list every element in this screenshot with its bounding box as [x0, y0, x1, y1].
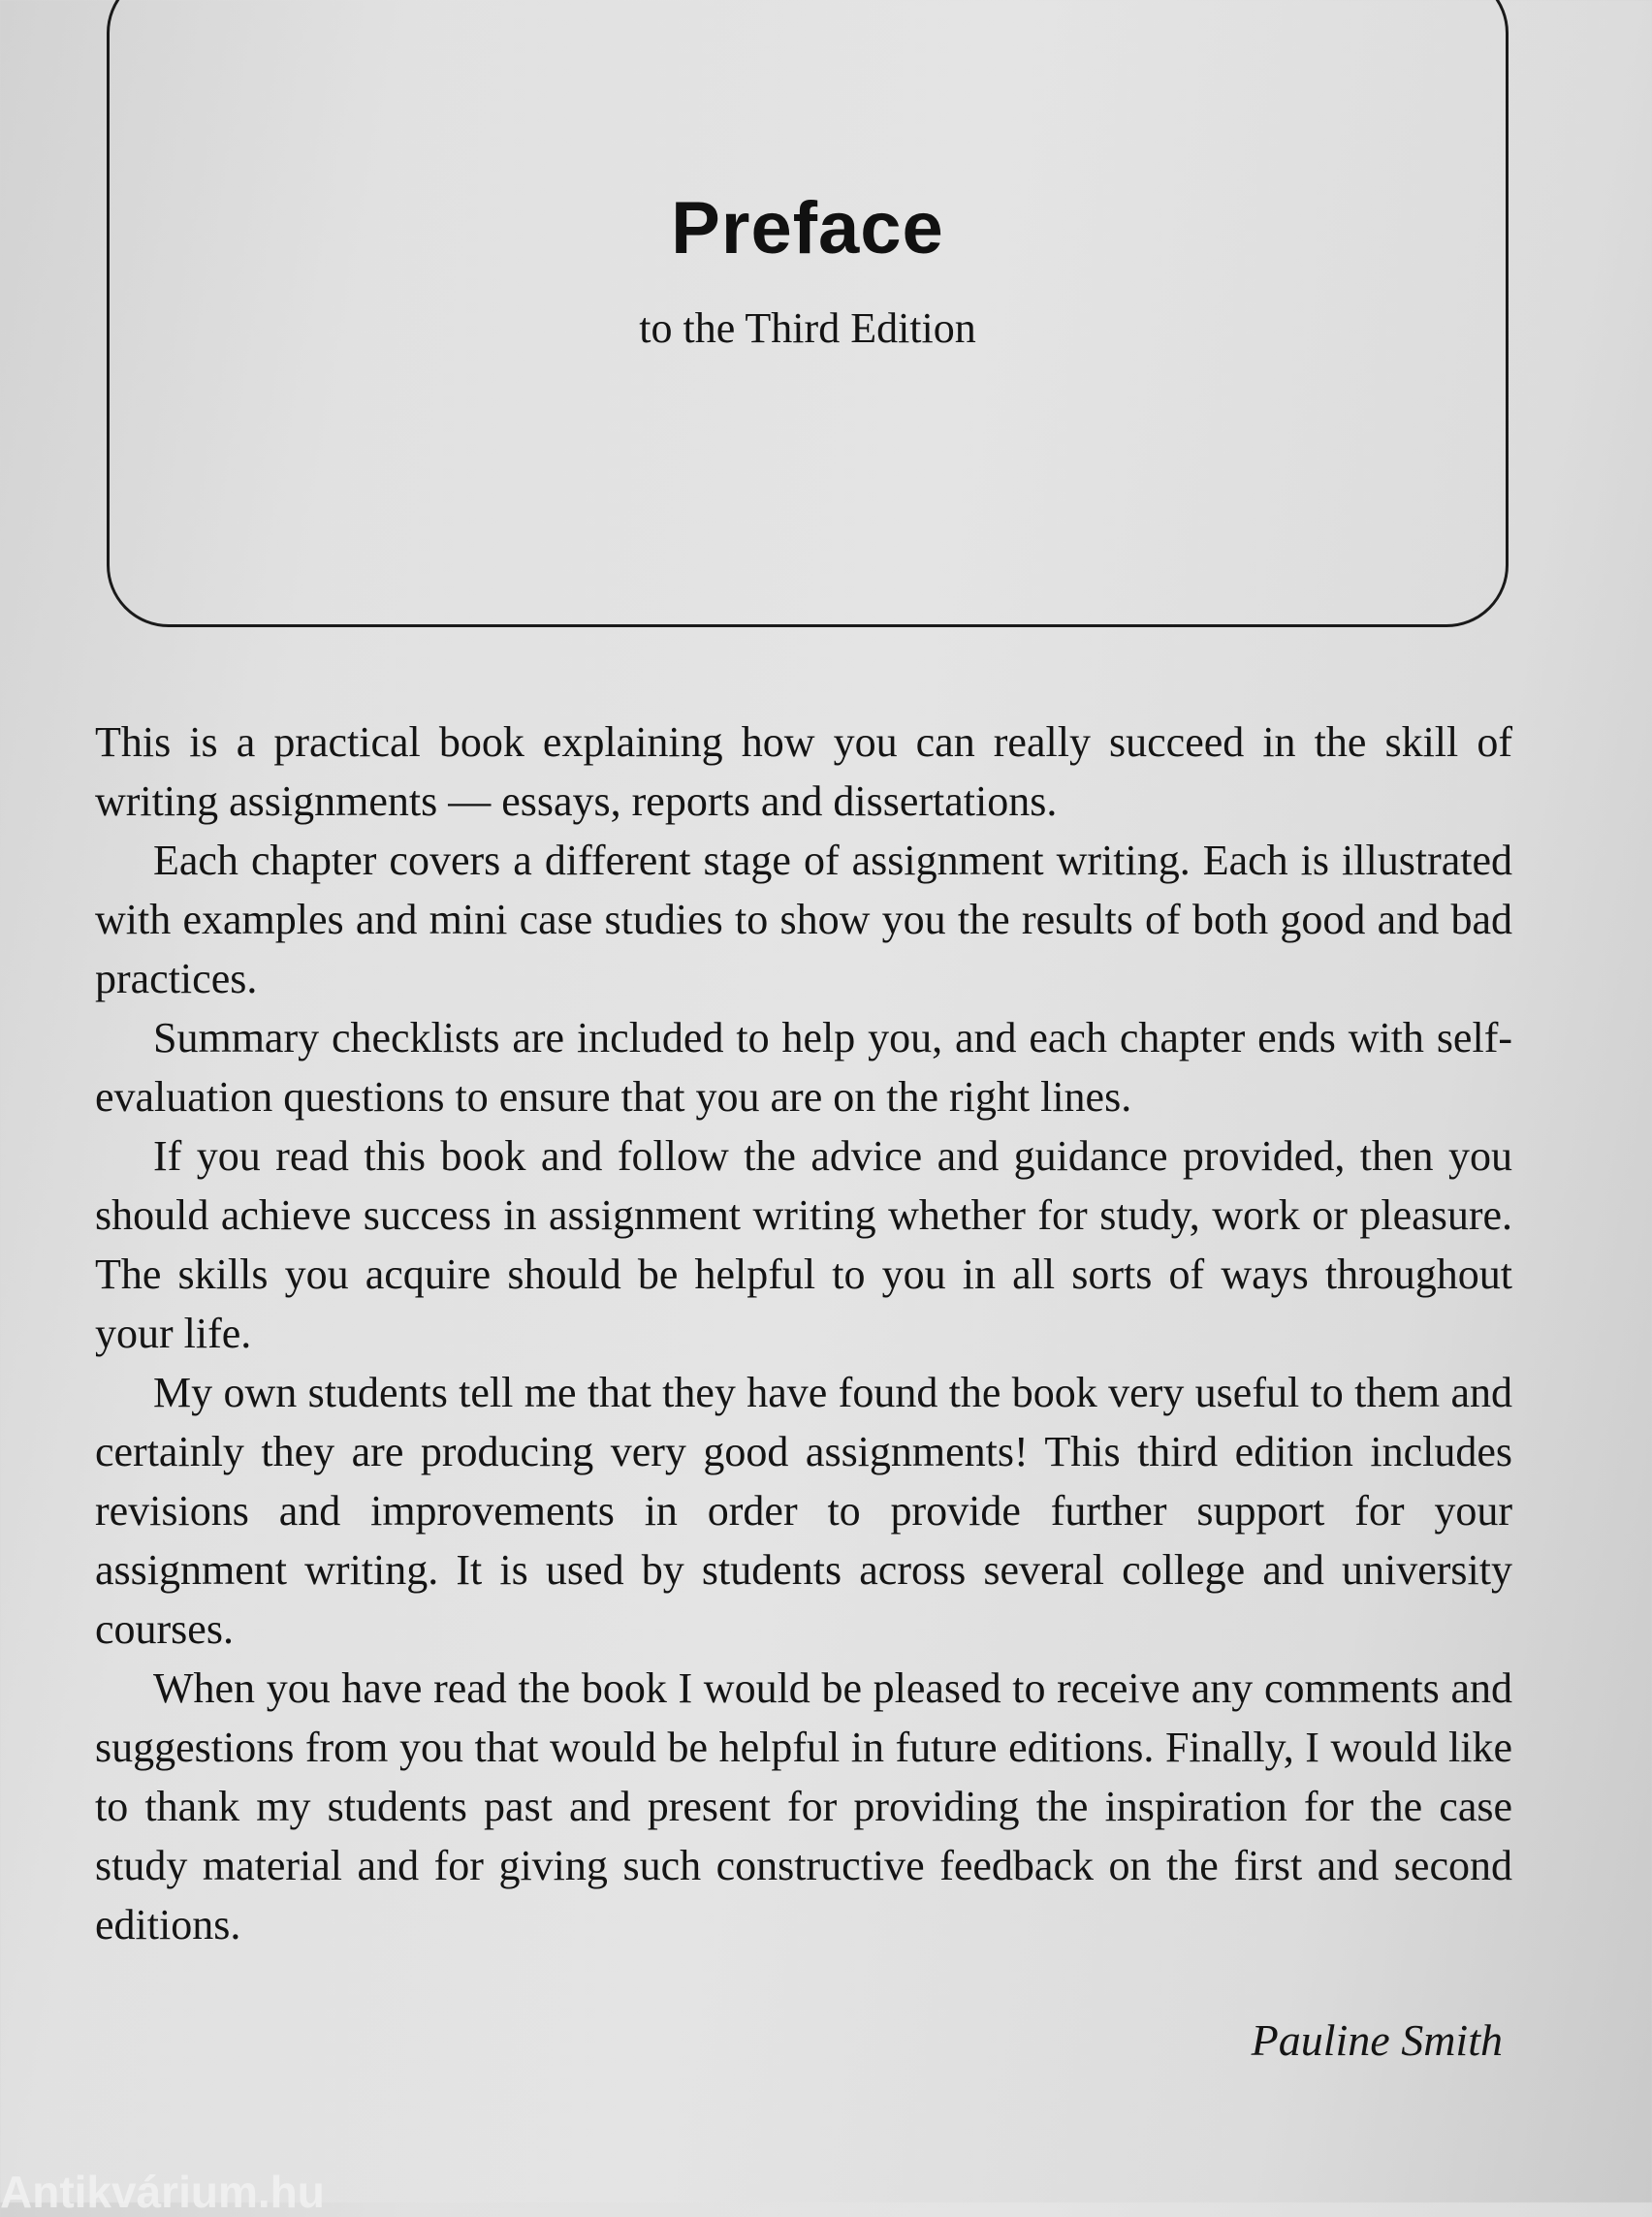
paragraph-4: If you read this book and follow the advice and guidance provided, then you should achieve success in assignment writing whether for study, work or pleasure. The skills you acquire should be helpful to you in all sorts of ways throughout your life. [95, 1132, 1512, 1357]
preface-title-box [107, 0, 1509, 627]
paragraph-3: Summary checklists are included to help you, and each chapter ends with self-evaluation questions to ensure that you are on the right lines. [95, 1014, 1512, 1121]
page-subtitle: to the Third Edition [639, 304, 976, 352]
watermark: Antikvárium.hu [0, 2167, 325, 2217]
author-signature: Pauline Smith [1251, 2015, 1503, 2065]
preface-body [95, 713, 1512, 1954]
paragraph-2: Each chapter covers a different stage of assignment writing. Each is illustrated with examples and mini case studies to show you the results of both good and bad practices. [95, 837, 1512, 1002]
paragraph-6: When you have read the book I would be pleased to receive any comments and suggestions from you that would be helpful in future editions. Finally, I would like to thank my students past and present for providing the inspiration for the case study material and for giving such constructive feedback on the first and second editions. [95, 1664, 1512, 1948]
paragraph-5: My own students tell me that they have found the book very useful to them and certainly they are producing very good assignments! This third edition includes revisions and improvements in order to provide further support for your assignment writing. It is used by students across several college and university courses. [95, 1369, 1512, 1653]
paragraph-1: This is a practical book explaining how you can really succeed in the skill of writing assignments — essays, reports and dissertations. [95, 718, 1512, 825]
page-title: Preface [671, 187, 944, 269]
